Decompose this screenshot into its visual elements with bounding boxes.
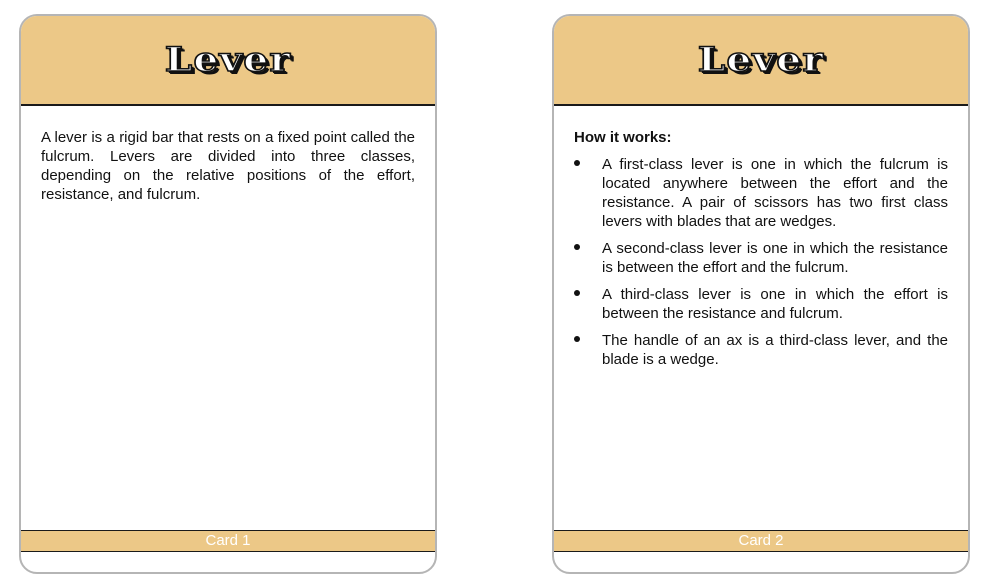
bullet-dot-icon — [574, 290, 580, 296]
bullet-dot-icon — [574, 160, 580, 166]
card-body — [41, 128, 415, 204]
card-header — [21, 16, 435, 106]
card-2 — [552, 14, 970, 574]
card-1 — [19, 14, 437, 574]
bullet-dot-icon — [574, 336, 580, 342]
card-footer: Card 1 — [21, 530, 435, 552]
bullet-item — [574, 155, 948, 231]
card-footer: Card 2 — [554, 530, 968, 552]
card-body — [574, 128, 948, 377]
bullet-text: A third-class lever is one in which the effort is between the resistance and fulcrum. — [602, 286, 948, 322]
bullet-text: A second-class lever is one in which the resistance is between the effort and the fulcrum. — [602, 240, 948, 276]
bullet-text: The handle of an ax is a third-class lever, and the blade is a wedge. — [602, 332, 948, 368]
bullet-list — [574, 155, 948, 369]
card-header — [554, 16, 968, 106]
body-heading: How it works: — [574, 129, 672, 146]
card-title: Lever — [164, 40, 292, 80]
bullet-item — [574, 331, 948, 369]
card-title: Lever — [697, 40, 825, 80]
bullet-item — [574, 239, 948, 277]
bullet-text: A first-class lever is one in which the fulcrum is located anywhere between the effort and the resistance. A pair of scissors has two first class levers with blades that are wedges. — [602, 156, 948, 230]
bullet-dot-icon — [574, 244, 580, 250]
bullet-item — [574, 285, 948, 323]
card-paragraph: A lever is a rigid bar that rests on a fixed point called the fulcrum. Levers are divided into three classes, depending on the relative positions of the effort, resistance, and fulcrum. — [41, 129, 415, 203]
